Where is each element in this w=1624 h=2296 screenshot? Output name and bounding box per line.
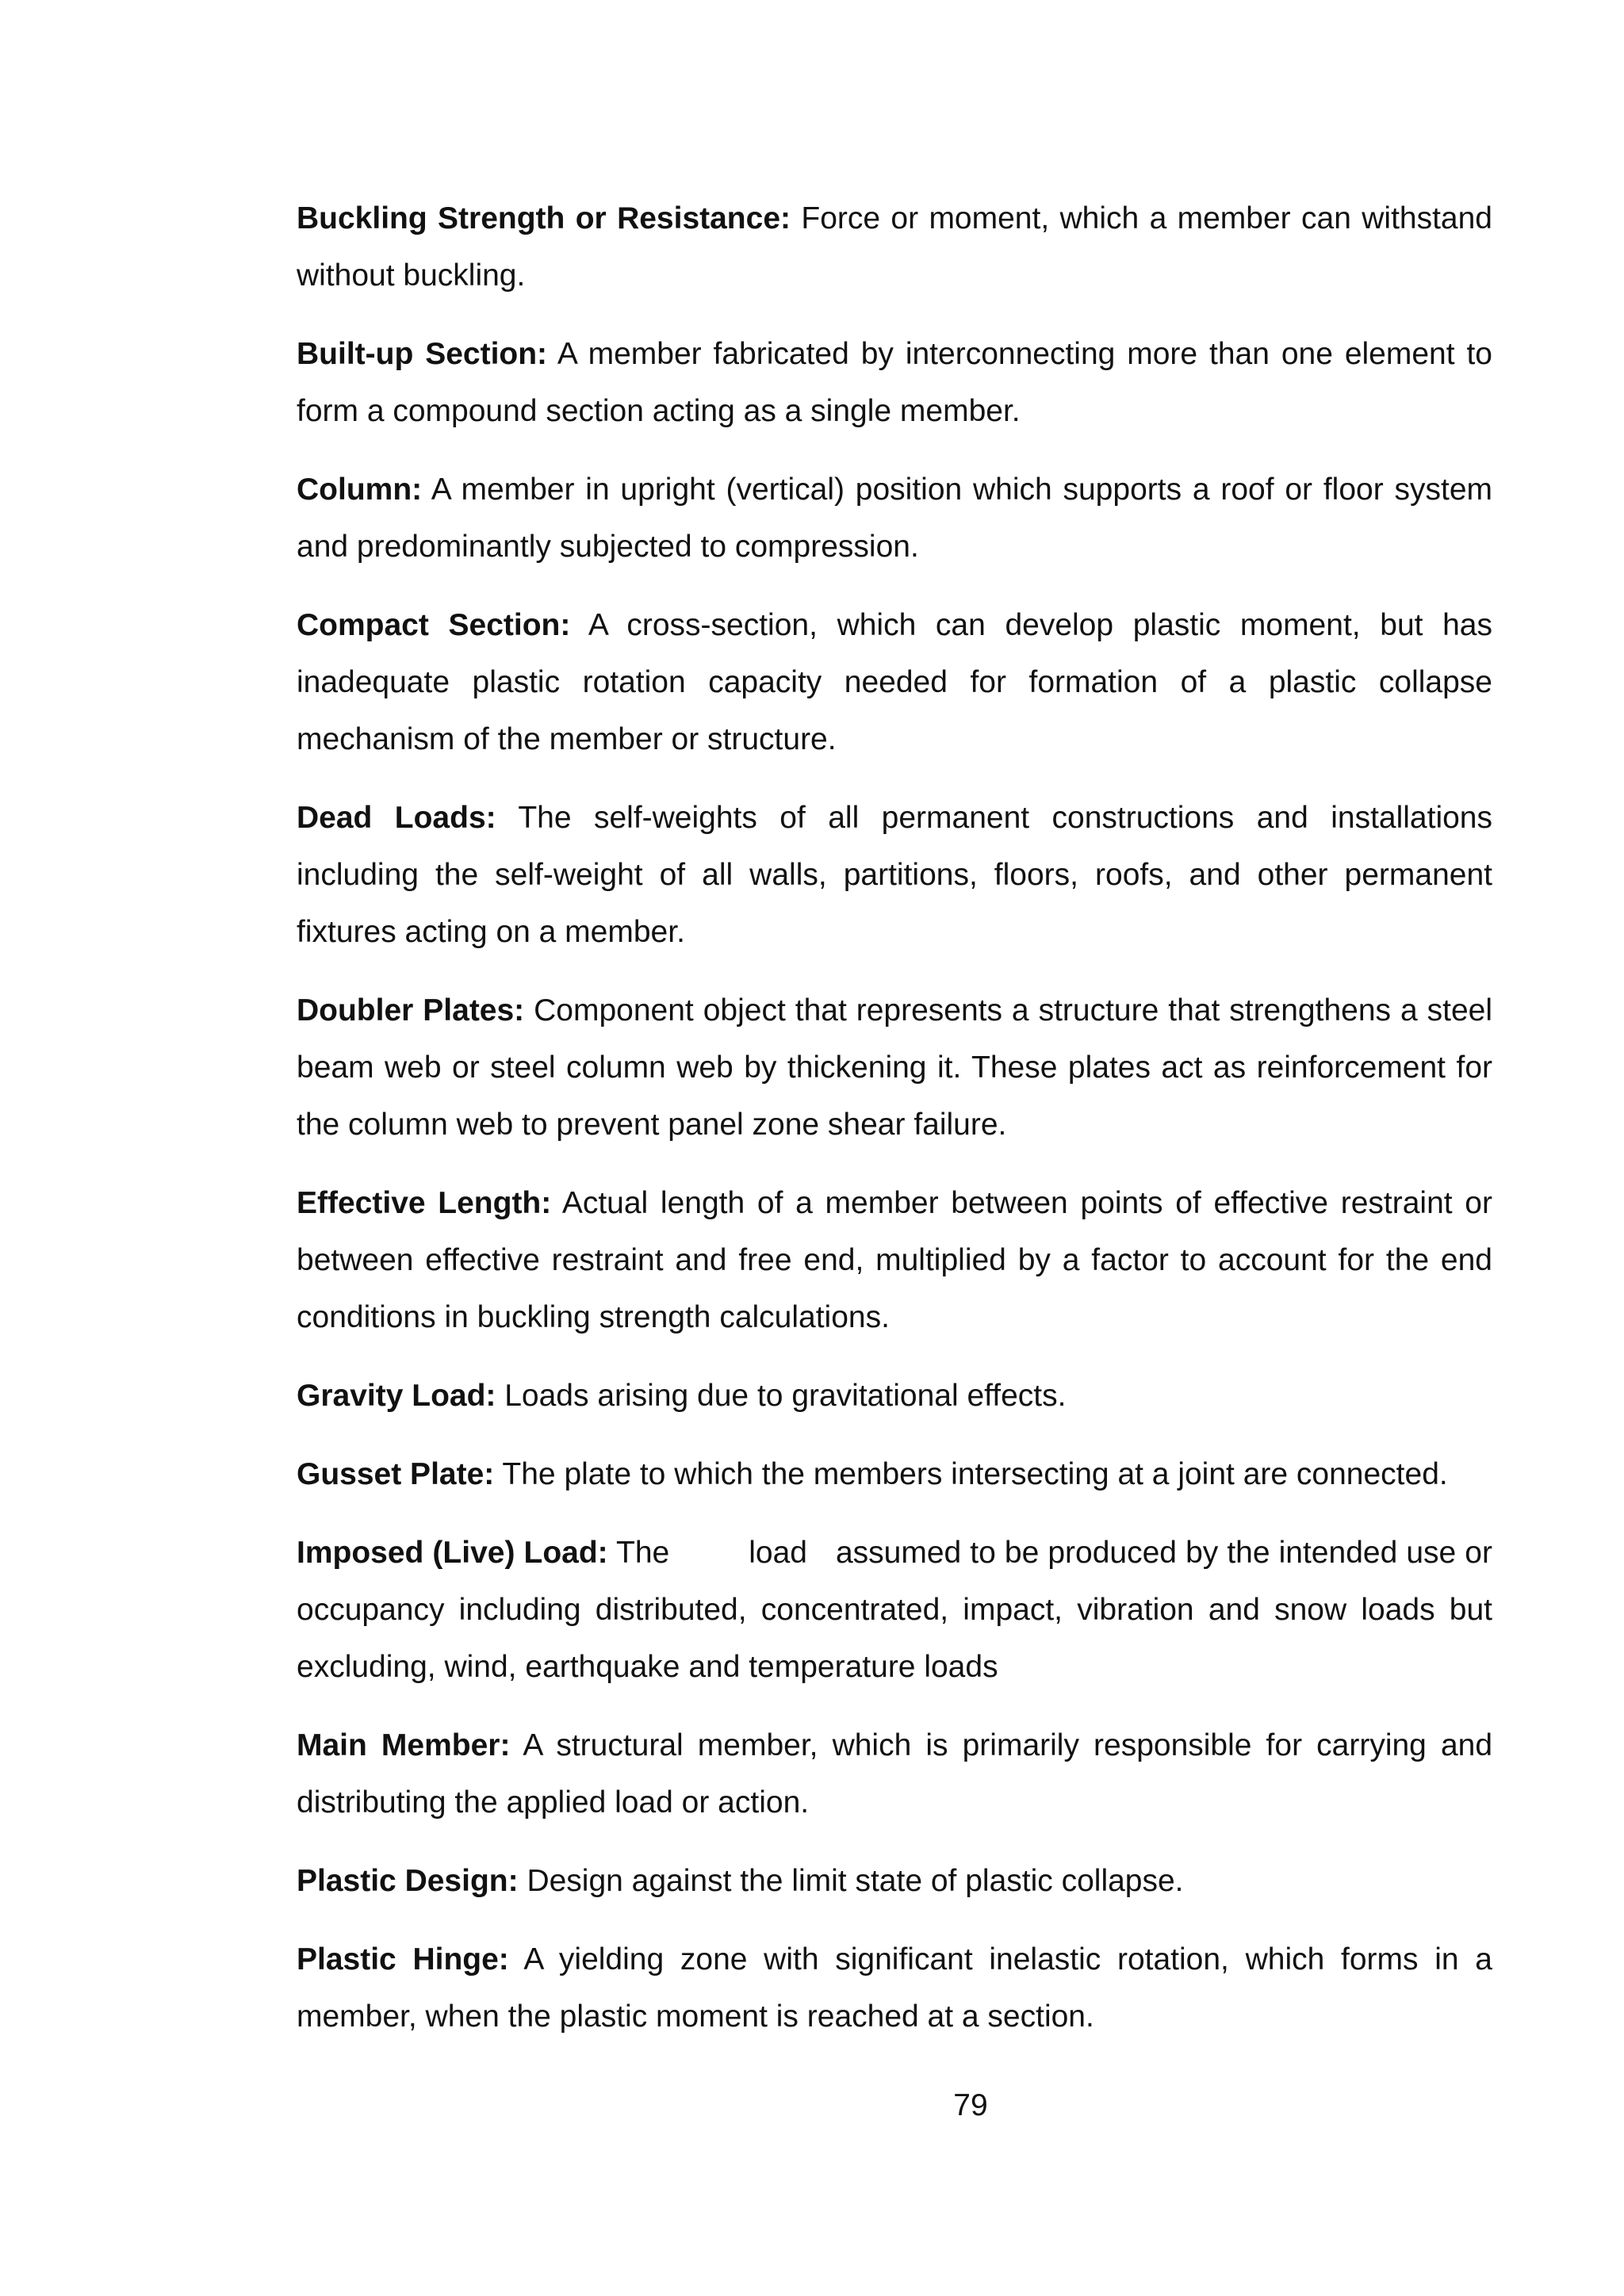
glossary-entry-compact-section (297, 597, 1492, 768)
glossary-definition: A structural member, which is primarily responsible for carrying and distributing the applied load or action. (297, 1728, 1493, 1820)
glossary-entry-doubler-plates (297, 982, 1492, 1154)
glossary-entry-plastic-hinge (297, 1931, 1492, 2045)
glossary-entry-effective-length (297, 1175, 1492, 1346)
glossary-definition: Design against the limit state of plastic collapse. (527, 1864, 1184, 1898)
glossary-term: Buckling Strength or Resistance: (297, 201, 791, 235)
glossary-term: Column: (297, 473, 423, 507)
glossary-entry-dead-loads (297, 790, 1492, 961)
glossary-definition: Actual length of a member between points of effective restraint or between effective restraint and free end, multiplied by a factor to account for the end conditions in buckling strength calculations. (297, 1186, 1492, 1334)
glossary-definition: The self-weights of all permanent constructions and installations including the self-weight of all walls, partitions, floors, roofs, and other permanent fixtures acting on a member. (297, 801, 1492, 949)
glossary-term: Gusset Plate: (297, 1457, 495, 1491)
glossary-term: Main Member: (297, 1728, 511, 1762)
glossary-term: Effective Length: (297, 1186, 552, 1220)
glossary-term: Plastic Hinge: (297, 1942, 509, 1976)
page-number: 79 (953, 2088, 988, 2122)
glossary-term: Imposed (Live) Load: (297, 1536, 608, 1570)
glossary-entry-column (297, 461, 1492, 576)
glossary-definition: A cross-section, which can develop plastic moment, but has inadequate plastic rotation capacity needed for formation of a plastic collapse mechanism of the member or structure. (297, 608, 1492, 756)
glossary-entry-built-up-section (297, 326, 1492, 440)
glossary-entry-main-member (297, 1717, 1492, 1831)
glossary-content (297, 190, 1492, 2067)
glossary-term: Built-up Section: (297, 337, 548, 371)
glossary-definition: Component object that represents a structure that strengthens a steel beam web or steel column web by thickening it. These plates act as reinforcement for the column web to prevent panel zone shear failure. (297, 993, 1492, 1142)
glossary-term: Dead Loads: (297, 801, 496, 835)
glossary-definition: The plate to which the members intersecting at a joint are connected. (502, 1457, 1448, 1491)
glossary-entry-gusset-plate (297, 1446, 1492, 1503)
glossary-definition-part: assumed to be produced by the intended use or occupancy including distributed, concentrated, impact, vibration and snow loads but excluding, wind, earthquake and temperature loads (297, 1536, 1492, 1684)
glossary-definition-part: The (616, 1536, 670, 1570)
glossary-definition: Loads arising due to gravitational effects. (504, 1379, 1067, 1413)
glossary-entry-gravity-load (297, 1368, 1492, 1425)
glossary-term: Plastic Design: (297, 1864, 519, 1898)
glossary-definition-part: load (749, 1536, 807, 1570)
glossary-term: Doubler Plates: (297, 993, 525, 1027)
glossary-definition: A yielding zone with significant inelastic rotation, which forms in a member, when the plastic moment is reached at a section. (297, 1942, 1492, 2034)
glossary-term: Compact Section: (297, 608, 571, 642)
glossary-entry-imposed-live-load (297, 1525, 1492, 1696)
glossary-entry-buckling-strength (297, 190, 1492, 304)
glossary-definition: A member fabricated by interconnecting more than one element to form a compound section acting as a single member. (297, 337, 1492, 428)
glossary-definition: Force or moment, which a member can withstand without buckling. (297, 201, 1492, 293)
glossary-entry-plastic-design (297, 1853, 1492, 1910)
glossary-definition: A member in upright (vertical) position which supports a roof or floor system and predominantly subjected to compression. (297, 473, 1492, 564)
glossary-term: Gravity Load: (297, 1379, 496, 1413)
